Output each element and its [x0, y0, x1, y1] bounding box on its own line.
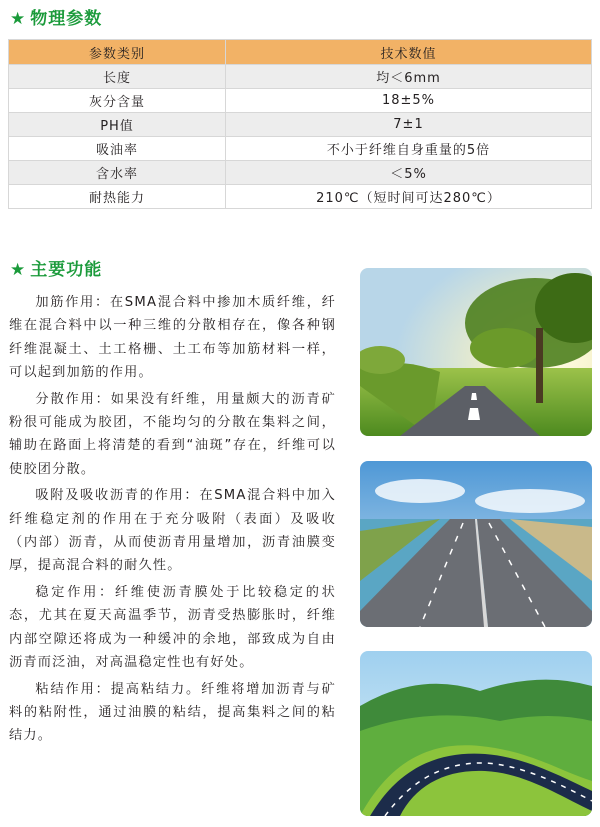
table-row — [9, 65, 592, 89]
highway-photo — [360, 461, 592, 627]
param-value: ＜5% — [226, 161, 592, 185]
table-row — [9, 137, 592, 161]
param-name: 吸油率 — [9, 137, 226, 161]
table-row — [9, 161, 592, 185]
function-paragraph-stabilization: 稳定作用：纤维使沥青膜处于比较稳定的状态，尤其在夏天高温季节，沥青受热膨胀时，纤维内部空隙还将成为一种缓冲的余地，部致成为自由沥青而泛油，对高温稳定性也有好处。 — [9, 584, 336, 671]
function-paragraph-absorption: 吸附及吸收沥青的作用：在SMA混合料中加入纤维稳定剂的作用在于充分吸附（表面）及吸收（内部）沥青，从而使沥青用量增加，沥青油膜变厚，提高混合料的耐久性。 — [9, 488, 336, 574]
function-paragraph-reinforcement: 加筋作用：在SMA混合料中掺加木质纤维，纤维在混合料中以一种三维的分散相存在，像各种钢纤维混凝土、土工格栅、土工布等加筋材料一样，可以起到加筋的作用。 — [9, 295, 336, 381]
table-header-row — [9, 40, 592, 65]
functions-text — [9, 291, 336, 751]
winding-road-photo — [360, 651, 592, 816]
param-name: 长度 — [9, 65, 226, 89]
physical-params-table — [8, 39, 592, 209]
table-header-value: 技术数值 — [226, 40, 592, 65]
physical-params-title-text: 物理参数 — [30, 9, 103, 29]
param-value: 均＜6mm — [226, 65, 592, 89]
table-header-category: 参数类别 — [9, 40, 226, 65]
param-value: 18±5% — [226, 89, 592, 113]
param-value: 7±1 — [226, 113, 592, 137]
param-name: PH值 — [9, 113, 226, 137]
physical-params-title — [10, 4, 102, 29]
main-functions-title-text: 主要功能 — [30, 260, 103, 280]
param-value: 210℃（短时间可达280℃） — [226, 185, 592, 209]
star-icon: ★ — [10, 9, 27, 29]
param-name: 灰分含量 — [9, 89, 226, 113]
table-row — [9, 185, 592, 209]
table-row — [9, 113, 592, 137]
function-paragraph-bonding: 粘结作用：提高粘结力。纤维将增加沥青与矿料的粘附性，通过油膜的粘结，提高集料之间的粘结力。 — [9, 681, 336, 744]
star-icon: ★ — [10, 260, 27, 280]
function-paragraph-dispersion: 分散作用：如果没有纤维，用量颇大的沥青矿粉很可能成为胶团，不能均匀的分散在集料之间，辅助在路面上将清楚的看到“油斑”存在，纤维可以使胶团分散。 — [9, 391, 336, 477]
table-row — [9, 89, 592, 113]
param-name: 耐热能力 — [9, 185, 226, 209]
param-value: 不小于纤维自身重量的5倍 — [226, 137, 592, 161]
main-functions-title — [10, 255, 102, 280]
tree-road-photo — [360, 268, 592, 436]
param-name: 含水率 — [9, 161, 226, 185]
